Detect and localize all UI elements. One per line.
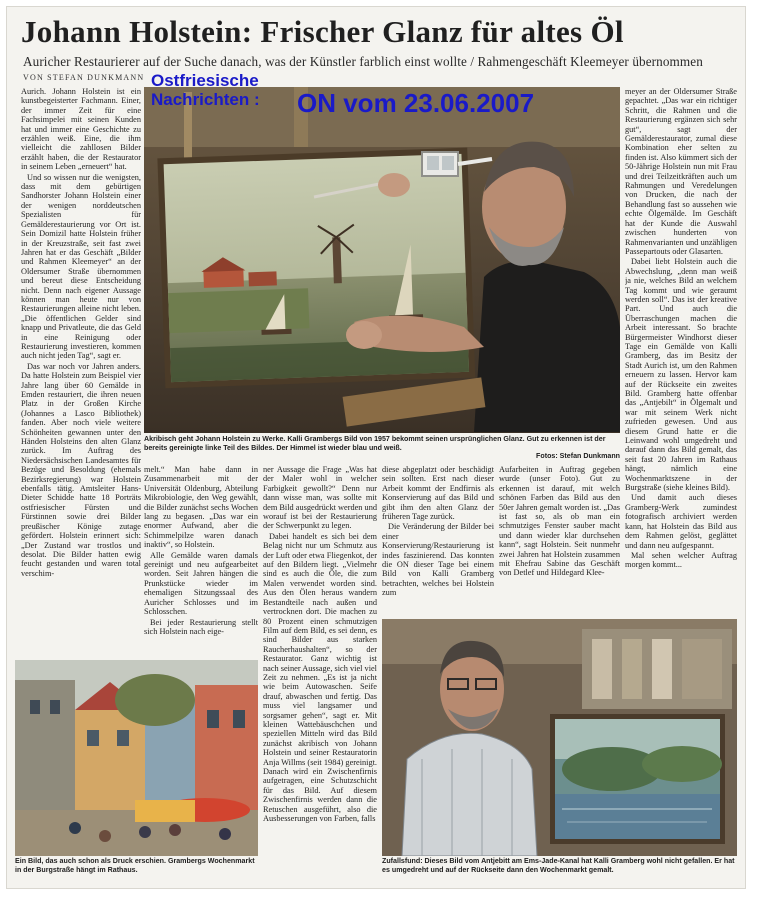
article-column-mid3	[382, 465, 494, 613]
restorer-photo-graphic	[144, 87, 620, 433]
subheadline: Auricher Restaurierer auf der Suche danach, was der Künstler farblich einst wollte / Rahmengeschäft Kleemeyer übernommen	[23, 54, 703, 69]
paragraph: Dabei liebt Holstein auch die Abwechslung, „denn man weiß ja nie, welches Bild an welchem Tag kommt und wie geraumt werden soll“. Das ist der kreative Part. Und auch die Überraschungen machen die Arbeit interessant. So brachte Bürgermeister Windhorst dieser Tage ein Gemälde von Kalli Gramberg, das im Besitz der Stadt Aurich ist, um den Rahmen erneuern zu lassen. Hervor kam auf der Rückseite ein zweites Bild. Gramberg hatte offenbar das „Antjebilt“ in Ölgemalt und war mit seinem Werk nicht zufrieden gewesen. Und aus diesem Grund hatte er die Leinwand wohl umgedreht und darauf dann das Bild gemalt, das seit fast 20 Jahren im Rathaus hängt, nämlich eine Wochenmarktszene in der Burgstraße (siehe kleines Bild).	[625, 257, 737, 493]
paragraph: diese abgeplatzt oder beschädigt sein sollten. Erst nach dieser Arbeit kommt der Endfirnis als Konservierung auf das Bild und gibt ihm den alten Glanz der früheren Tage zurück.	[382, 465, 494, 522]
paragraph: Die Veränderung der Bilder bei einer Konservierung/Restaurierung ist indes faszinierend. Das konnten die ON dieser Tage bei einem Bild von Kalli Gramberg betrachten, welches bei Holstein zum	[382, 522, 494, 598]
photo-found-painting	[382, 619, 737, 856]
article-column-left	[21, 87, 141, 657]
headline: Johann Holstein: Frischer Glanz für altes Öl	[21, 14, 624, 49]
market-painting-graphic	[15, 660, 258, 856]
article-column-mid1	[144, 465, 258, 655]
article-column-right	[625, 87, 737, 630]
article-column-mid4	[499, 465, 620, 613]
byline: VON STEFAN DUNKMANN	[23, 73, 145, 82]
paragraph: Alle Gemälde waren damals gereinigt und neu aufgearbeitet worden. Seit Jahren hängen die Prunkstücke wieder im ehemaligen Sitzungssaal des Auricher Schlosses und im Schlosschen.	[144, 550, 258, 617]
found-photo-caption: Zufallsfund: Dieses Bild vom Antjebitt am Ems-Jade-Kanal hat Kalli Gramberg wohl nicht gefallen. Er hat es umgedreht und auf der Rückseite dann den Wochenmarkt gemalt.	[382, 857, 735, 874]
paragraph: meyer an der Oldersumer Straße gepachtet. „Das war ein richtiger Schritt, die Rahmen und die Restaurierung ergänzen sich sehr gut“, sagt der Gemälderestaurator, zumal diese Kombination eher selten zu finden ist. Also kümmert sich der 50-Jährige Holstein nun mit Frau und drei Teilzeitkräften auch um Rahmungen und Veredelungen von Drucken, die nach der Behandlung fast so aussehen wie echte Ölgemälde. Im Geschäft hat der Kunde die Auswahl zwischen hunderten von Rahmenvarianten und unzähligen Passepartouts oder Glasarten.	[625, 87, 737, 256]
paragraph: Bei jeder Restaurierung stellt sich Holstein nach eige-	[144, 617, 258, 636]
paragraph: melt.“ Man habe dann in Zusammenarbeit mit der Universität Oldenburg, Abteilung Mikrobiologie, den Weg gewählt, die Bilder zunächst sechs Wochen lang zu begasen. „Das war ein enormer Aufwand, aber die Schimmelpilze waren danach inaktiv“, so Holstein.	[144, 465, 258, 550]
source-date: ON vom 23.06.2007	[297, 88, 535, 118]
photo-credit: Fotos: Stefan Dunkmann	[536, 452, 620, 461]
source-label: Ostfriesische Nachrichten :	[151, 71, 260, 109]
paragraph: Und damit auch dieses Gramberg-Werk zumindest fotografisch archiviert werden kann, hat Holstein das Bild aus dem Rahmen gelöst, geglättet und dann neu aufgespannt.	[625, 493, 737, 550]
paragraph: Aufarbeiten in Auftrag gegeben wurde (unser Foto). Gut zu erkennen ist darauf, mit welch schönen Farben das Bild aus den 50er Jahren gemalt worden ist. „Das ist fast so, als ob man ein schmutziges Fenster sauber macht und dann wieder klar durchsehen kann“, sagt Holstein. Seit nunmehr zwei Jahren hat Holstein zusammen mit Ehefrau Sabine das Geschäft von Detlef und Hildegard Klee-	[499, 465, 620, 578]
newspaper-clipping	[6, 6, 746, 889]
main-photo-caption: Akribisch geht Johann Holstein zu Werke. Kalli Grambergs Bild von 1957 bekommt seinen ursprünglichen Glanz. Gut zu erkennen ist der bereits gereinigte linke Teil des Bildes. Der Himmel ist wieder blau und weiß. Fotos: Stefan Dunkmann	[144, 435, 620, 461]
found-painting-graphic	[382, 619, 737, 856]
paragraph: Mal sehen welcher Auftrag morgen kommt...	[625, 550, 737, 570]
paragraph: Dabei handelt es sich bei dem Belag nicht nur um Schmutz aus der Luft oder etwa Fliegenkot, der auf den Bildern liegt. „Vielmehr sind es auch die Öle, die zum Malen verwendet worden sind. Aus den Ölen heraus wandern Bestandteile nach außen und vertrocknen dort. Die machen zu 80 Prozent einen schmutzigen Film auf dem Bild, es sei denn, es sind Bilder aus starken Raucherhaushalten“, so der Restaurator. Ganz wichtig ist nach seiner Aussage, sich viel viel Zeit zu nehmen. „Es ist ja nicht wie beim Autowaschen. Seife drauf, abwaschen und fertig. Das muss viel langsamer und sorgsamer gehen“, sagt er. Mit kleinen Wattebäuschchen und speziellen Mitteln wird das Bild zunächst akribisch von Johann Holstein und seiner Restauratorin Anja Willms (seit 1984) gereinigt. Danach wird ein Zwischenfirnis aufgetragen, eine Schutzschicht für das Bild. Auf diesem Zwischenfirnis werden dann die Retuschen ausgeführt, also die Ausbesserungen von Farben, falls	[263, 531, 377, 824]
paragraph: Und so wissen nur die wenigsten, dass mit dem gebürtigen Sandhorster Johann Holstein einer der wenigen norddeutschen Spezialisten für Gemälderestaurierung vor Ort ist. Sein Domizil hatte Holstein früher in der Kreuzstraße, seit fast zwei Jahren hat er das Geschäft „Bilder und Rahmen Kleemeyer“ an der Oldersumer Straße übernommen und bereut diese Entscheidung nicht. Denn nach eigener Aussage können man heute nur von Restaurierungen alleine nicht leben. „Die öffentlichen Gelder sind knapp und Privatleute, die das Geld in eine Reinigung oder Restaurierung investieren, kommen auch nicht jeden Tag“, sagt er.	[21, 172, 141, 361]
photo-market-painting	[15, 660, 258, 856]
paragraph: Das war noch vor Jahren anders. Da hatte Holstein zum Beispiel vier Jahre lang über 60 Gemälde in Emden restauriert, die ihren neuen Platz in der Großen Kirche (Johannes a Lasco Bibliothek) fanden. Aber noch viele weitere Schönheiten gewannen unter den Händen Holsteins den alten Glanz zurück. Im Auftrag des Niedersächsischen Landesamtes für Bezüge und Besoldung (ehemals Bezirksregierung) war Holstein ebenfalls tätig. Amtsleiter Hans-Dieter Schidde hatte 18 Porträts ostfriesischer Fürsten und Fürstinnen sowie drei Bilder preußischer Könige zutage gefördert. Holstein erinnert sich: „Der Zustand war trostlos und desolat. Die Bilder hatten ewig feucht gestanden und waren total verschim-	[21, 361, 141, 578]
paragraph: Aurich. Johann Holstein ist ein kunstbegeisterter Fachmann. Einer, der immer Zeit für eine Fachsimpelei mit seinen Kunden hat und immer eine Geschichte zu erzählen weiß. Eine, die ihm vielleicht die zahllosen Bilder erzählt haben, die der Restaurator in seinem Leben „erneuert“ hat.	[21, 87, 141, 172]
market-photo-caption: Ein Bild, das auch schon als Druck erschien. Grambergs Wochenmarkt in der Burgstraße hängt im Rathaus.	[15, 857, 255, 874]
article-column-mid2	[263, 465, 377, 885]
photo-restorer-at-work	[144, 87, 620, 433]
paragraph: ner Aussage die Frage „Was hat der Maler wohl in welcher Farbigkeit gewollt?“ Denn nur dann wisse man, was sollte mit dem Bild ausgedrückt werden und worauf ist bei der Restaurierung der Schwerpunkt zu legen.	[263, 465, 377, 531]
